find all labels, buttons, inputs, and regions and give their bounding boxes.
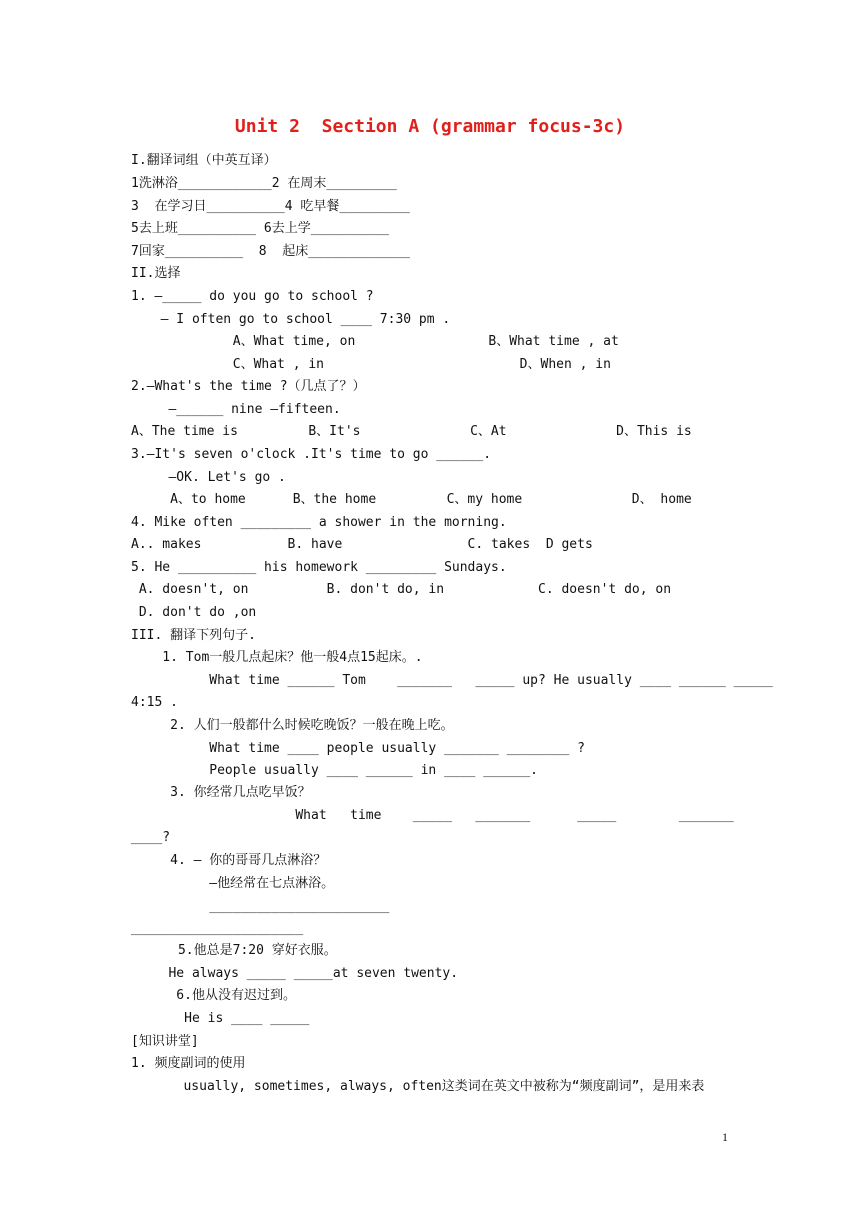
text-line: —OK. Let's go . xyxy=(145,470,286,485)
text-line: 3. 你经常几点吃早饭？ xyxy=(131,785,311,800)
text-line: A、The time is B、It's C、At D、This is xyxy=(131,424,692,439)
text-line: ____? xyxy=(131,830,171,845)
text-line: 1. Tom一般几点起床？他一般4点15起床。. xyxy=(131,650,423,665)
text-line: — I often go to school ____ 7:30 pm . xyxy=(145,312,451,327)
text-line: A、What time, on B、What time , at xyxy=(131,334,619,349)
text-line: III. 翻译下列句子. xyxy=(131,628,256,643)
text-line: What time _____ _______ _____ _______ xyxy=(131,808,734,823)
text-line: 5去上班__________ 6去上学__________ xyxy=(131,221,390,236)
text-line: I.翻译词组（中英互译） xyxy=(131,153,277,168)
text-line: [知识讲堂] xyxy=(131,1034,199,1049)
text-line: A. doesn't, on B. don't do, in C. doesn't do, on xyxy=(131,582,672,597)
text-line: 5. He __________ his homework _________ Sundays. xyxy=(131,560,507,575)
text-line: 1洗淋浴____________2 在周末_________ xyxy=(131,176,397,191)
text-line: What time ______ Tom _______ _____ up? He usually ____ ______ _____ xyxy=(131,673,773,688)
text-line: A、to home B、the home C、my home D、 home xyxy=(131,492,692,507)
text-line: 2. 人们一般都什么时候吃晚饭？一般在晚上吃。 xyxy=(131,718,454,733)
text-line: —______ nine —fifteen. xyxy=(145,402,341,417)
text-line: —他经常在七点淋浴。 xyxy=(131,876,335,891)
text-line: He is ____ _____ xyxy=(145,1011,310,1026)
text-line: II.选择 xyxy=(131,266,181,281)
text-line: 7回家__________ 8 起床_____________ xyxy=(131,244,410,259)
text-line: 1. —_____ do you go to school ? xyxy=(131,289,374,304)
text-line: 2.—What's the time ?（几点了？） xyxy=(131,379,366,394)
text-line: People usually ____ ______ in ____ ______. xyxy=(131,763,538,778)
text-line: A.. makes B. have C. takes D gets xyxy=(131,537,593,552)
text-line: 1. 频度副词的使用 xyxy=(131,1056,246,1071)
page-number: 1 xyxy=(722,1130,728,1144)
text-line: 4. Mike often _________ a shower in the morning. xyxy=(131,515,507,530)
text-line: 4. — 你的哥哥几点淋浴？ xyxy=(131,853,327,868)
text-line: He always _____ _____at seven twenty. xyxy=(145,966,459,981)
text-line: 6.他从没有迟过到。 xyxy=(145,988,296,1003)
text-line: 4:15 . xyxy=(131,695,178,710)
text-line: C、What , in D、When , in xyxy=(131,357,611,372)
text-line: 3.—It's seven o'clock .It's time to go ______. xyxy=(131,447,492,462)
text-line: 5.他总是7:20 穿好衣服。 xyxy=(131,943,337,958)
text-line: _______________________ xyxy=(131,899,390,914)
text-line: 3 在学习日__________4 吃早餐_________ xyxy=(131,199,410,214)
text-line: What time ____ people usually _______ ________ ? xyxy=(131,741,585,756)
document-title: Unit 2 Section A (grammar focus-3c) xyxy=(234,116,626,137)
text-line: D. don't do ,on xyxy=(131,605,257,620)
text-line: usually, sometimes, always, often这类词在英文中被称为“频度副词”，是用来表 xyxy=(160,1079,705,1094)
text-line: ______________________ xyxy=(131,921,304,936)
